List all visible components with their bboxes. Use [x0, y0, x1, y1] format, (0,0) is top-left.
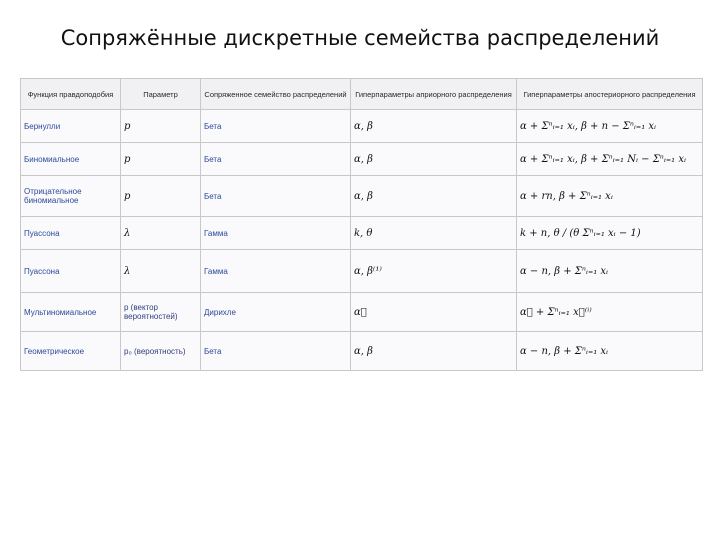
- likelihood-cell[interactable]: Отрицательное биномиальное: [21, 176, 121, 217]
- table-header-row: [21, 79, 703, 110]
- table-row: [21, 143, 703, 176]
- parameter-cell: p: [121, 143, 201, 176]
- family-cell[interactable]: Бета: [201, 110, 351, 143]
- table-row: [21, 332, 703, 371]
- prior-cell: α, β: [351, 176, 517, 217]
- family-cell[interactable]: Дирихле: [201, 293, 351, 332]
- family-cell[interactable]: Бета: [201, 176, 351, 217]
- likelihood-cell[interactable]: Пуассона: [21, 217, 121, 250]
- header-parameter: Параметр: [121, 79, 201, 110]
- prior-cell: α, β: [351, 143, 517, 176]
- posterior-cell: α − n, β + Σⁿᵢ₌₁ xᵢ: [517, 332, 703, 371]
- parameter-cell: λ: [121, 217, 201, 250]
- table-row: [21, 250, 703, 293]
- posterior-cell: α − n, β + Σⁿᵢ₌₁ xᵢ: [517, 250, 703, 293]
- likelihood-cell[interactable]: Геометрическое: [21, 332, 121, 371]
- header-posterior: Гиперпараметры апостериорного распределения: [517, 79, 703, 110]
- posterior-cell: α⃗ + Σⁿᵢ₌₁ x⃗⁽ⁱ⁾: [517, 293, 703, 332]
- table-row: [21, 110, 703, 143]
- family-cell[interactable]: Гамма: [201, 217, 351, 250]
- prior-cell: k, θ: [351, 217, 517, 250]
- family-cell[interactable]: Гамма: [201, 250, 351, 293]
- prior-cell: α, β: [351, 332, 517, 371]
- header-prior: Гиперпараметры априорного распределения: [351, 79, 517, 110]
- prior-cell: α, β: [351, 110, 517, 143]
- posterior-cell: α + rn, β + Σⁿᵢ₌₁ xᵢ: [517, 176, 703, 217]
- header-family: Сопряженное семейство распределений: [201, 79, 351, 110]
- likelihood-cell[interactable]: Биномиальное: [21, 143, 121, 176]
- parameter-cell: p₀ (вероятность): [121, 332, 201, 371]
- parameter-cell: p (вектор вероятностей): [121, 293, 201, 332]
- parameter-cell: p: [121, 176, 201, 217]
- posterior-cell: α + Σⁿᵢ₌₁ xᵢ, β + n − Σⁿᵢ₌₁ xᵢ: [517, 110, 703, 143]
- family-cell[interactable]: Бета: [201, 332, 351, 371]
- posterior-cell: k + n, θ / (θ Σⁿᵢ₌₁ xᵢ − 1): [517, 217, 703, 250]
- prior-cell: α, β⁽¹⁾: [351, 250, 517, 293]
- conjugate-distributions-table: [20, 78, 703, 371]
- likelihood-cell[interactable]: Мультиномиальное: [21, 293, 121, 332]
- likelihood-cell[interactable]: Пуассона: [21, 250, 121, 293]
- table-row: [21, 176, 703, 217]
- header-likelihood: Функция правдоподобия: [21, 79, 121, 110]
- parameter-cell: λ: [121, 250, 201, 293]
- family-cell[interactable]: Бета: [201, 143, 351, 176]
- parameter-cell: p: [121, 110, 201, 143]
- likelihood-cell[interactable]: Бернулли: [21, 110, 121, 143]
- table-row: [21, 217, 703, 250]
- table-row: [21, 293, 703, 332]
- slide-title: Сопряжённые дискретные семейства распределений: [60, 26, 660, 50]
- posterior-cell: α + Σⁿᵢ₌₁ xᵢ, β + Σⁿᵢ₌₁ Nᵢ − Σⁿᵢ₌₁ xᵢ: [517, 143, 703, 176]
- prior-cell: α⃗: [351, 293, 517, 332]
